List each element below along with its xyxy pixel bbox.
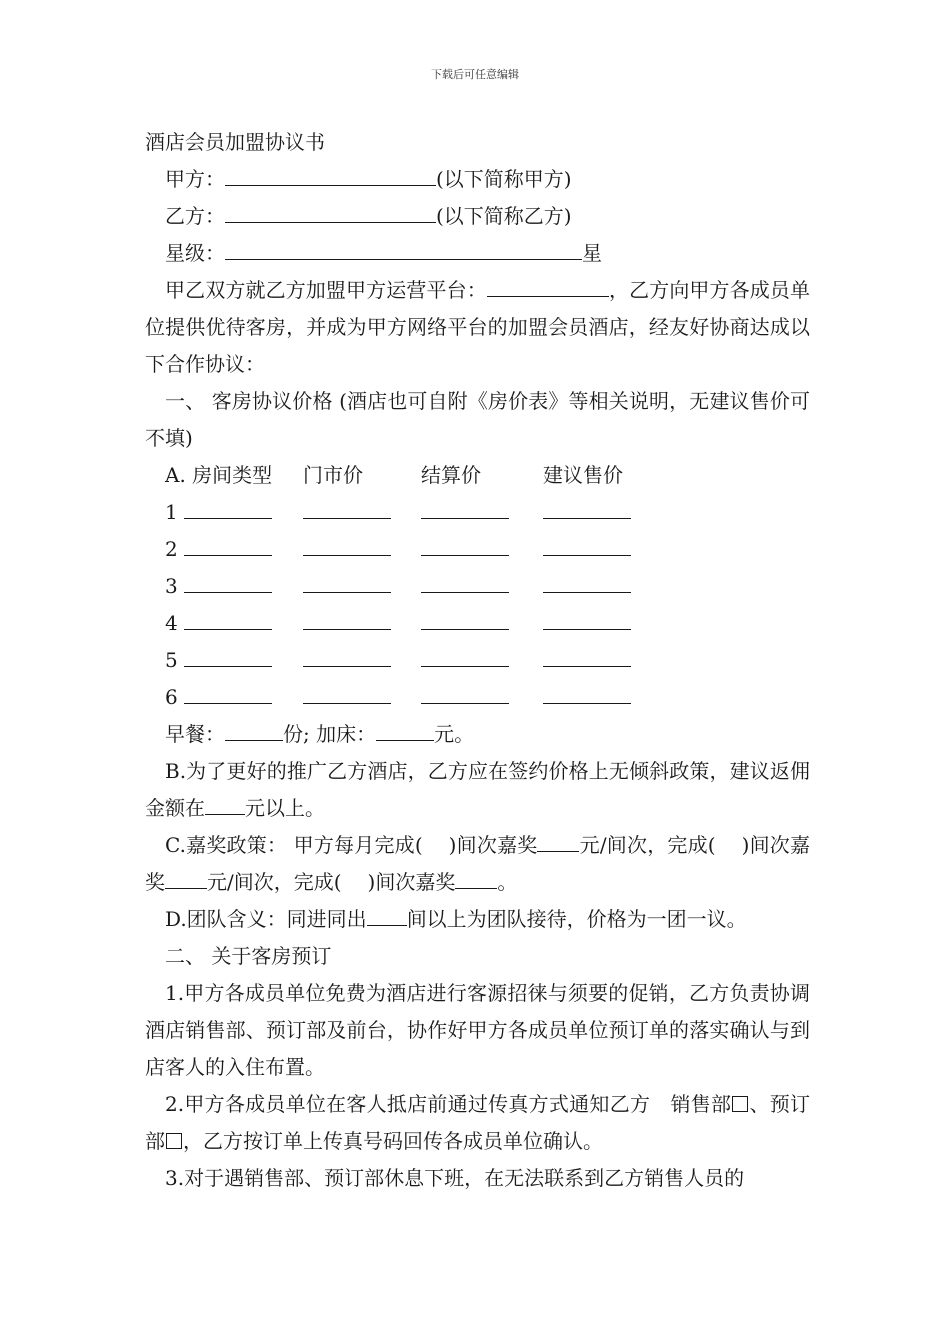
- col-rack-rate: 门市价: [303, 463, 363, 487]
- settlement-price-cell: [421, 605, 543, 642]
- suggested-price-blank: [543, 534, 631, 556]
- row-number: 6: [165, 685, 178, 709]
- booking-item-2-tail: ，乙方按订单上传真号码回传各成员单位确认。: [183, 1129, 603, 1153]
- rack-rate-blank: [303, 571, 391, 593]
- row-number: 4: [165, 611, 178, 635]
- price-table-row: [145, 531, 810, 568]
- rack-rate-cell: [303, 642, 421, 679]
- rack-rate-cell: [303, 531, 421, 568]
- room-type-blank: [184, 608, 272, 630]
- suggested-price-cell: [543, 494, 643, 531]
- price-table-row: [145, 642, 810, 679]
- row-number-cell: [165, 642, 303, 679]
- booking-item-3: 3.对于遇销售部、预订部休息下班，在无法联系到乙方销售人员的: [165, 1166, 745, 1190]
- col-room-type: A. 房间类型: [165, 463, 273, 487]
- row-number: 5: [165, 648, 178, 672]
- settlement-price-cell: [421, 531, 543, 568]
- clause-c-text-2: )间次嘉奖: [448, 833, 538, 857]
- clause-c-text-1: C.嘉奖政策： 甲方每月完成(: [165, 833, 423, 857]
- reward-blank-1: [537, 830, 579, 852]
- settlement-price-blank: [421, 497, 509, 519]
- booking-item-2-mid: 、预订部: [145, 1092, 810, 1153]
- rack-rate-blank: [303, 682, 391, 704]
- row-number: 1: [165, 500, 178, 524]
- reward-blank-3: [455, 867, 497, 889]
- settlement-price-cell: [421, 568, 543, 605]
- party-b-suffix: (以下简称乙方): [436, 204, 572, 228]
- settlement-price-cell: [421, 494, 543, 531]
- row-number-cell: [165, 531, 303, 568]
- suggested-price-blank: [543, 571, 631, 593]
- breakfast-line: [145, 716, 810, 753]
- price-table-row: [145, 568, 810, 605]
- breakfast-unit: 元。: [434, 722, 475, 746]
- price-table-row: [145, 679, 810, 716]
- booking-item-2: [145, 1086, 810, 1160]
- rack-rate-blank: [303, 534, 391, 556]
- price-table-row: [145, 605, 810, 642]
- booking-item-1: 1.甲方各成员单位免费为酒店进行客源招徕与须要的促销，乙方负责协调酒店销售部、预订部及前台，协作好甲方各成员单位预订单的落实确认与到店客人的入住布置。: [145, 981, 810, 1079]
- rack-rate-blank: [303, 497, 391, 519]
- row-number-cell: [165, 679, 303, 716]
- room-type-blank: [184, 571, 272, 593]
- party-a-blank: [225, 164, 436, 186]
- settlement-price-cell: [421, 679, 543, 716]
- price-table-header: [145, 457, 810, 494]
- clause-c-text-5: 元/间次，完成(: [207, 870, 342, 894]
- settlement-price-blank: [421, 534, 509, 556]
- extra-bed-label: 份; 加床：: [283, 722, 377, 746]
- reward-blank-2: [165, 867, 207, 889]
- suggested-price-blank: [543, 497, 631, 519]
- suggested-price-blank: [543, 682, 631, 704]
- star-blank: [225, 238, 582, 260]
- row-number-cell: [165, 605, 303, 642]
- party-b-line: [145, 198, 810, 235]
- party-b-blank: [225, 201, 436, 223]
- rack-rate-cell: [303, 568, 421, 605]
- clause-b-tail: 元以上。: [245, 796, 325, 820]
- rack-rate-cell: [303, 679, 421, 716]
- star-line: [145, 235, 810, 272]
- settlement-price-blank: [421, 645, 509, 667]
- reservation-dept-checkbox[interactable]: [166, 1133, 182, 1149]
- row-number-cell: [165, 568, 303, 605]
- clause-c-text-3: 元/间次，完成(: [579, 833, 716, 857]
- party-a-suffix: (以下简称甲方): [436, 167, 572, 191]
- col-settlement-price: 结算价: [421, 463, 481, 487]
- intro-text-b: ，乙方向甲方各: [608, 278, 750, 302]
- settlement-price-cell: [421, 642, 543, 679]
- suggested-price-cell: [543, 679, 643, 716]
- star-suffix: 星: [582, 241, 602, 265]
- suggested-price-blank: [543, 645, 631, 667]
- room-type-blank: [184, 497, 272, 519]
- section-two-heading: 二、 关于客房预订: [165, 944, 332, 968]
- page-header-note: 下载后可任意编辑: [431, 68, 519, 81]
- party-a-label: 甲方：: [165, 167, 225, 191]
- intro-text-rest: 成员单位提供优待客房，并成为甲方网络平台的加盟会员酒店，经友好协商达成以下合作协议：: [145, 278, 811, 376]
- section-one-heading: 一、 客房协议价格 (酒店也可自附《房价表》等相关说明，无建议售价可不填): [145, 389, 810, 450]
- group-size-blank: [367, 904, 407, 926]
- suggested-price-cell: [543, 531, 643, 568]
- commission-blank: [205, 793, 245, 815]
- rack-rate-cell: [303, 494, 421, 531]
- room-type-blank: [184, 682, 272, 704]
- platform-blank: [487, 275, 609, 297]
- room-type-blank: [184, 645, 272, 667]
- party-b-label: 乙方：: [165, 204, 225, 228]
- rack-rate-blank: [303, 645, 391, 667]
- settlement-price-blank: [421, 608, 509, 630]
- doc-title: 酒店会员加盟协议书: [145, 130, 325, 154]
- clause-b: [145, 753, 810, 827]
- suggested-price-blank: [543, 608, 631, 630]
- row-number-cell: [165, 494, 303, 531]
- settlement-price-blank: [421, 571, 509, 593]
- suggested-price-cell: [543, 568, 643, 605]
- clause-d-tail: 间以上为团队接待，价格为一团一议。: [406, 907, 747, 931]
- breakfast-blank: [225, 719, 283, 741]
- clause-c-text-6: )间次嘉奖: [367, 870, 456, 894]
- row-number: 3: [165, 574, 178, 598]
- settlement-price-blank: [421, 682, 509, 704]
- rack-rate-cell: [303, 605, 421, 642]
- clause-c: [145, 827, 810, 901]
- clause-c-text-7: 。: [497, 870, 518, 894]
- col-suggested-price: 建议售价: [543, 463, 623, 487]
- rack-rate-blank: [303, 608, 391, 630]
- clause-b-text: B.为了更好的推广乙方酒店，乙方应在签约价格上无倾斜政策，建议返佣金额在: [145, 759, 810, 820]
- clause-d-text: D.团队含义：同进同出: [165, 907, 367, 931]
- price-table-body: [145, 494, 810, 716]
- booking-item-2-text: 2.甲方各成员单位在客人抵店前通过传真方式通知乙方 销售部: [165, 1092, 732, 1116]
- agreement-document: [145, 124, 810, 1197]
- room-type-blank: [184, 534, 272, 556]
- party-a-line: [145, 161, 810, 198]
- clause-d: [145, 901, 810, 938]
- clause-c-text-4: )间次嘉奖: [145, 833, 810, 894]
- intro-paragraph: [145, 272, 810, 383]
- star-label: 星级：: [165, 241, 225, 265]
- intro-text-a: 甲乙双方就乙方加盟甲方运营平台：: [165, 278, 487, 302]
- extra-bed-blank: [376, 719, 434, 741]
- price-table-row: [145, 494, 810, 531]
- sales-dept-checkbox[interactable]: [732, 1096, 748, 1112]
- suggested-price-cell: [543, 605, 643, 642]
- suggested-price-cell: [543, 642, 643, 679]
- breakfast-label: 早餐：: [165, 722, 225, 746]
- row-number: 2: [165, 537, 178, 561]
